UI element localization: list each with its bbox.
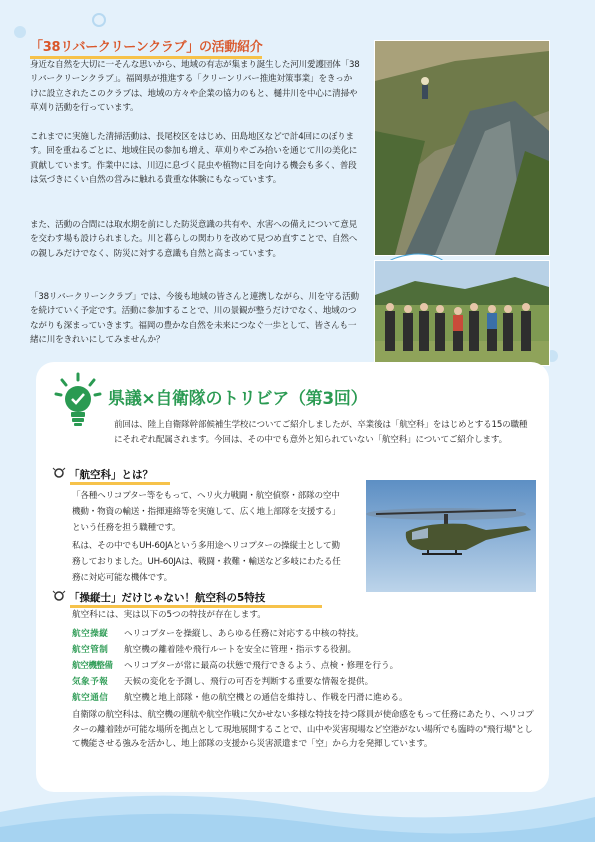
- idea-icon: [52, 467, 66, 479]
- section1-note: 私は、その中でもUH-60JAという多用途ヘリコプターの操縦士として勤務しておりました。UH-60JAは、戦闘・救難・輸送など多岐にわたる任務に対応可能な機体です。: [72, 541, 341, 584]
- specialty-name: 気象予報: [72, 677, 109, 687]
- specialty-desc: ヘリコプターが常に最高の状態で飛行できるよう、点検・修理を行う。: [124, 661, 399, 671]
- specialty-name: 航空操縦: [72, 629, 109, 639]
- section1-underline: [70, 482, 170, 485]
- specialty-intro: 航空科には、実は以下の5つの特技が存在します。: [72, 610, 266, 620]
- decor-circle: [14, 26, 26, 38]
- specialty-desc: ヘリコプターを操縦し、あらゆる任務に対応する中核の特技。: [124, 629, 364, 639]
- specialty-desc: 天候の変化を予測し、飛行の可否を判断する重要な情報を提供。: [124, 677, 374, 687]
- idea-icon: [52, 590, 66, 602]
- specialty-row: [72, 660, 398, 673]
- section2-heading: [52, 590, 265, 605]
- specialty-row: [72, 644, 356, 657]
- specialty-name: 航空機整備: [72, 661, 113, 671]
- section1-heading: [52, 467, 153, 482]
- trivia-box: [36, 362, 549, 792]
- lightbulb-icon: [54, 372, 102, 428]
- specialty-name: 航空管制: [72, 645, 109, 655]
- specialty-desc: 航空機の離着陸や飛行ルートを安全に管理・指示する役割。: [124, 645, 357, 655]
- specialty-row: [72, 692, 408, 705]
- helicopter-photo: [366, 480, 536, 592]
- specialty-row: [72, 628, 364, 641]
- specialty-row: [72, 676, 373, 689]
- decor-circle: [92, 13, 106, 27]
- trivia-title: 県議×自衛隊のトリビア（第3回）: [108, 389, 368, 409]
- closing-paragraph: 自衛隊の航空科は、航空機の運航や航空作戦に欠かせない多様な特技を持つ隊員が使命感をもって任務にあたり、ヘリコプターの離着陸が可能な場所を拠点として現地展開することで、山中や災害現場など空港がない場所でも臨時の"飛行場"として機能させる強みを活かし、地上部隊の支援から災害派遣まで「空」から力を発揮しています。: [72, 710, 534, 750]
- group-photo: [374, 260, 550, 366]
- section1-heading-text: 「航空科」とは？: [69, 469, 153, 481]
- club-paragraph: これまでに実施した清掃活動は、長尾校区をはじめ、田島地区などで計4回にのぼります。回を重ねるごとに、地域住民の参加も増え、草刈りやごみ拾いを通じて川の美化に貢献しています。作業中には、川辺に息づく昆虫や植物に目を向ける機会も多く、普段は気づきにくい自然の営みに触れる貴重な体験にもなっています。: [30, 132, 358, 186]
- section1-quote: 「各種ヘリコプター等をもって、ヘリ火力戦闘・航空偵察・部隊の空中機動・物資の輸送・指揮連絡等を実施して、広く地上部隊を支援する」という任務を担う職種です。: [72, 491, 341, 534]
- specialty-name: 航空通信: [72, 693, 109, 703]
- river-cleanup-photo: [374, 40, 550, 256]
- club-paragraph: 身近な自然を大切に一そんな思いから、地域の有志が集まり誕生した河川愛護団体「38リバークリーンクラブ」。福岡県が推進する「クリーンリバー推進対策事業」をきっかけに設立されたこのクラブは、地域の方々や企業の協力のもと、樋井川を中心に清掃や草刈り活動を行っています。: [30, 60, 360, 114]
- club-section: [30, 36, 560, 366]
- club-paragraph: また、活動の合間には取水期を前にした防災意識の共有や、水害への備えについて意見を交わす場も設けられました。川と暮らしの関わりを改めて見つめ直すことで、自然への親しみだけでなく、防災に対する意識も自然と高まっています。: [30, 220, 358, 259]
- specialty-desc: 航空機と地上部隊・他の航空機との通信を維持し、作戦を円滑に進める。: [124, 693, 408, 703]
- club-title: 「38リバークリーンクラブ」の活動紹介: [30, 36, 262, 59]
- section2-heading-text: 「操縦士」だけじゃない！航空科の5特技: [69, 592, 266, 604]
- club-paragraph: 「38リバークリーンクラブ」では、今後も地域の皆さんと連携しながら、川を守る活動を続けていく予定です。活動に参加することで、川の景観が整うだけでなく、地域のつながりも深まっていきます。福岡の豊かな自然を未来につなぐ一歩として、皆さんも一緒に川をきれいにしてみませんか？: [30, 292, 359, 346]
- trivia-intro: 前回は、陸上自衛隊幹部候補生学校についてご紹介しましたが、卒業後は「航空科」をはじめとする15の職種にそれぞれ配属されます。今回は、その中でも意外と知られていない「航空科」についてご紹介します。: [114, 420, 528, 445]
